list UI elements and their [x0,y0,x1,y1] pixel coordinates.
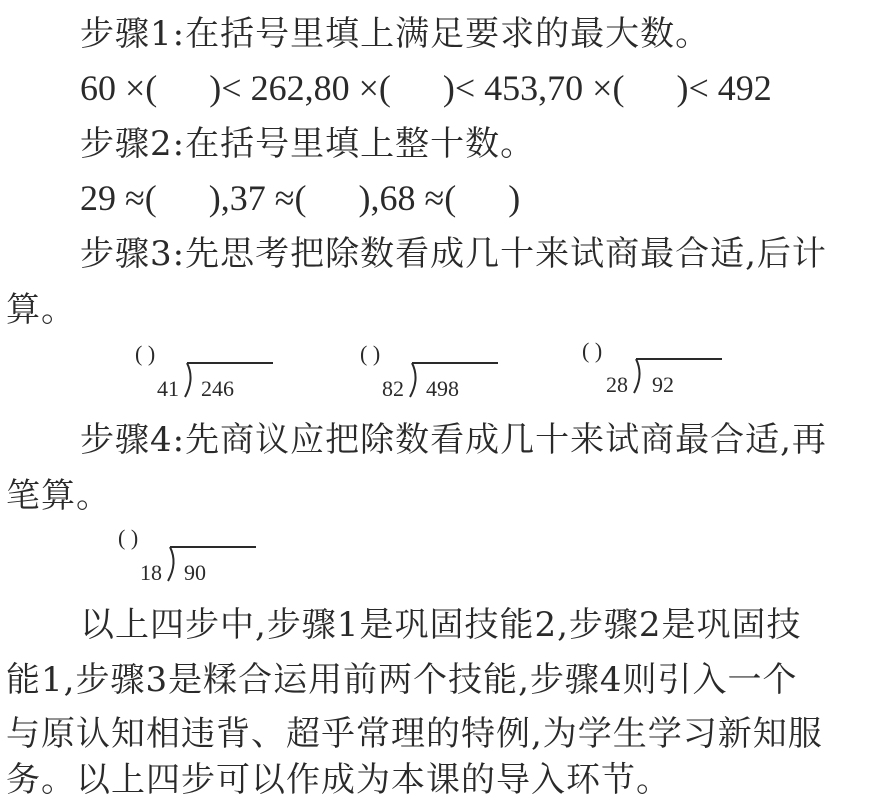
step3-title-line2: 算。 [6,290,76,330]
step1-title: 步骤1:在括号里填上满足要求的最大数。 [80,14,711,54]
step4-title-line1: 步骤4:先商议应把除数看成几十来试商最合适,再 [80,420,827,460]
division-dividend: 498 [426,376,459,401]
summary-line-1: 以上四步中,步骤1是巩固技能2,步骤2是巩固技 [80,605,802,645]
division-quotient[interactable]: ( ) [135,341,156,366]
division-divisor: 18 [140,560,162,585]
step4-title-line2: 笔算。 [6,476,111,516]
division-divisor: 28 [606,372,628,397]
step2-expr-b: ),37 ≈( [208,178,307,218]
step2-title: 步骤2:在括号里填上整十数。 [80,124,536,164]
step1-expr-d: )< 492 [676,68,772,108]
summary-line-3: 与原认知相违背、超乎常理的特例,为学生学习新知服 [6,714,823,754]
step3-title-line1: 步骤3:先思考把除数看成几十来试商最合适,后计 [80,234,827,274]
step3-division-3 [582,340,732,400]
summary-line-4: 务。以上四步可以作成为本课的导入环节。 [6,760,671,800]
division-quotient[interactable]: ( ) [582,338,603,363]
step3-division-2 [360,343,510,403]
summary-line-2: 能1,步骤3是糅合运用前两个技能,步骤4则引入一个 [6,660,798,700]
division-dividend: 92 [652,372,674,397]
step4-division [118,527,268,587]
division-divisor: 41 [157,376,179,401]
step3-division-1 [135,343,285,403]
step2-expression [80,178,520,218]
division-quotient[interactable]: ( ) [360,341,381,366]
step1-expression [80,68,772,108]
step2-expr-a: 29 ≈( [80,178,157,218]
division-quotient[interactable]: ( ) [118,525,139,550]
step2-expr-c: ),68 ≈( [358,178,457,218]
division-divisor: 82 [382,376,404,401]
step1-expr-a: 60 ×( [80,68,158,108]
division-dividend: 246 [201,376,234,401]
step1-expr-c: )< 453,70 ×( [442,68,625,108]
division-dividend: 90 [184,560,206,585]
step2-expr-d: ) [508,178,521,218]
step1-expr-b: )< 262,80 ×( [209,68,391,108]
